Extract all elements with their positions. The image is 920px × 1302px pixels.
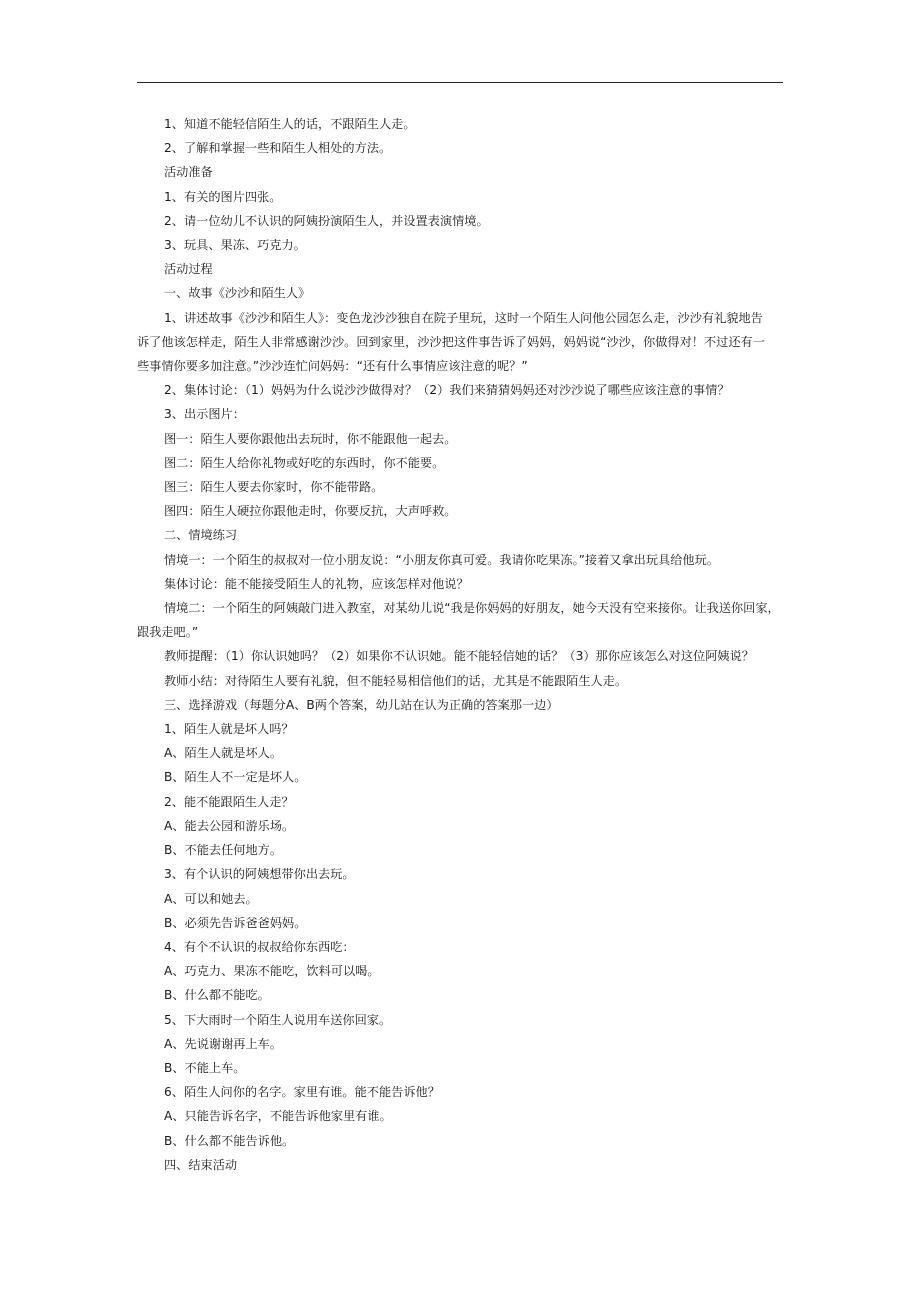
preparation-item-1: 1、有关的图片四张。	[164, 189, 282, 204]
preparation-item-2: 2、请一位幼儿不认识的阿姨扮演陌生人，并设置表演情境。	[164, 213, 489, 228]
scene-2-paragraph	[137, 596, 783, 644]
story-paragraph	[137, 306, 783, 379]
scene-1: 情境一：一个陌生的叔叔对一位小朋友说：“小朋友你真可爱。我请你吃果冻。”接着又拿出玩具给他玩。	[164, 552, 719, 567]
question-2-option-a: A、能去公园和游乐场。	[164, 818, 295, 833]
question-3: 3、有个认识的阿姨想带你出去玩。	[164, 867, 355, 882]
picture-4: 图四：陌生人硬拉你跟他走时，你要反抗，大声呼救。	[164, 504, 457, 519]
preparation-item-3: 3、玩具、果冻、巧克力。	[164, 238, 306, 253]
discussion-1: 2、集体讨论：（1）妈妈为什么说沙沙做得对？（2）我们来猜猜妈妈还对沙沙说了哪些应该注意的事情？	[164, 383, 730, 398]
section-1-heading: 一、故事《沙沙和陌生人》	[164, 286, 311, 301]
question-3-option-b: B、必须先告诉爸爸妈妈。	[164, 915, 307, 930]
teacher-reminder: 教师提醒：（1）你认识她吗？（2）如果你不认识她。能不能轻信她的话？（3）那你应该怎么对这位阿姨说？	[164, 649, 754, 664]
section-2-heading: 二、情境练习	[164, 528, 238, 543]
question-5: 5、下大雨时一个陌生人说用车送你回家。	[164, 1012, 392, 1027]
question-6: 6、陌生人问你的名字。家里有谁。能不能告诉他？	[164, 1085, 440, 1100]
pictures-heading: 3、出示图片：	[164, 407, 245, 422]
question-5-option-b: B、不能上车。	[164, 1060, 246, 1075]
question-1-option-a: A、陌生人就是坏人。	[164, 746, 283, 761]
question-4-option-a: A、巧克力、果冻不能吃，饮料可以喝。	[164, 964, 380, 979]
scene-2-line-2: 跟我走吧。”	[137, 625, 199, 640]
section-3-heading: 三、选择游戏（每题分A、B两个答案，幼儿站在认为正确的答案那一边）	[164, 697, 559, 712]
teacher-summary: 教师小结：对待陌生人要有礼貌，但不能轻易相信他们的话，尤其是不能跟陌生人走。	[164, 673, 628, 688]
picture-1: 图一：陌生人要你跟他出去玩时，你不能跟他一起去。	[164, 431, 457, 446]
picture-2: 图二：陌生人给你礼物或好吃的东西时，你不能要。	[164, 455, 445, 470]
question-5-option-a: A、先说谢谢再上车。	[164, 1036, 283, 1051]
story-line-2: 诉了他该怎样走，陌生人非常感谢沙沙。回到家里，沙沙把这件事告诉了妈妈，妈妈说“沙沙，你做得对！不过还有一	[137, 334, 765, 349]
scene-2-line-1: 情境二：一个陌生的阿姨敲门进入教室，对某幼儿说“我是你妈妈的好朋友，她今天没有空来接你。让我送你回家，	[164, 601, 780, 616]
story-line-1: 1、讲述故事《沙沙和陌生人》：变色龙沙沙独自在院子里玩，这时一个陌生人问他公园怎么走，沙沙有礼貌地告	[164, 310, 763, 325]
picture-3: 图三：陌生人要去你家时，你不能带路。	[164, 480, 384, 495]
question-2: 2、能不能跟陌生人走？	[164, 794, 294, 809]
objective-2: 2、了解和掌握一些和陌生人相处的方法。	[164, 141, 392, 156]
question-4: 4、有个不认识的叔叔给你东西吃：	[164, 939, 355, 954]
question-6-option-a: A、只能告诉名字，不能告诉他家里有谁。	[164, 1109, 392, 1124]
process-heading: 活动过程	[164, 262, 213, 277]
document-body	[137, 112, 783, 1177]
preparation-heading: 活动准备	[164, 165, 213, 180]
question-4-option-b: B、什么都不能吃。	[164, 988, 270, 1003]
discussion-2: 集体讨论：能不能接受陌生人的礼物，应该怎样对他说？	[164, 576, 469, 591]
story-line-3: 些事情你要多加注意。”沙沙连忙问妈妈：“还有什么事情应该注意的呢？”	[137, 359, 528, 374]
header-rule	[137, 82, 783, 83]
question-2-option-b: B、不能去任何地方。	[164, 843, 283, 858]
question-6-option-b: B、什么都不能告诉他。	[164, 1133, 295, 1148]
question-3-option-a: A、可以和她去。	[164, 891, 258, 906]
objective-1: 1、知道不能轻信陌生人的话，不跟陌生人走。	[164, 117, 416, 131]
section-4-heading: 四、结束活动	[164, 1157, 238, 1172]
question-1: 1、陌生人就是坏人吗？	[164, 722, 294, 737]
question-1-option-b: B、陌生人不一定是坏人。	[164, 770, 307, 785]
